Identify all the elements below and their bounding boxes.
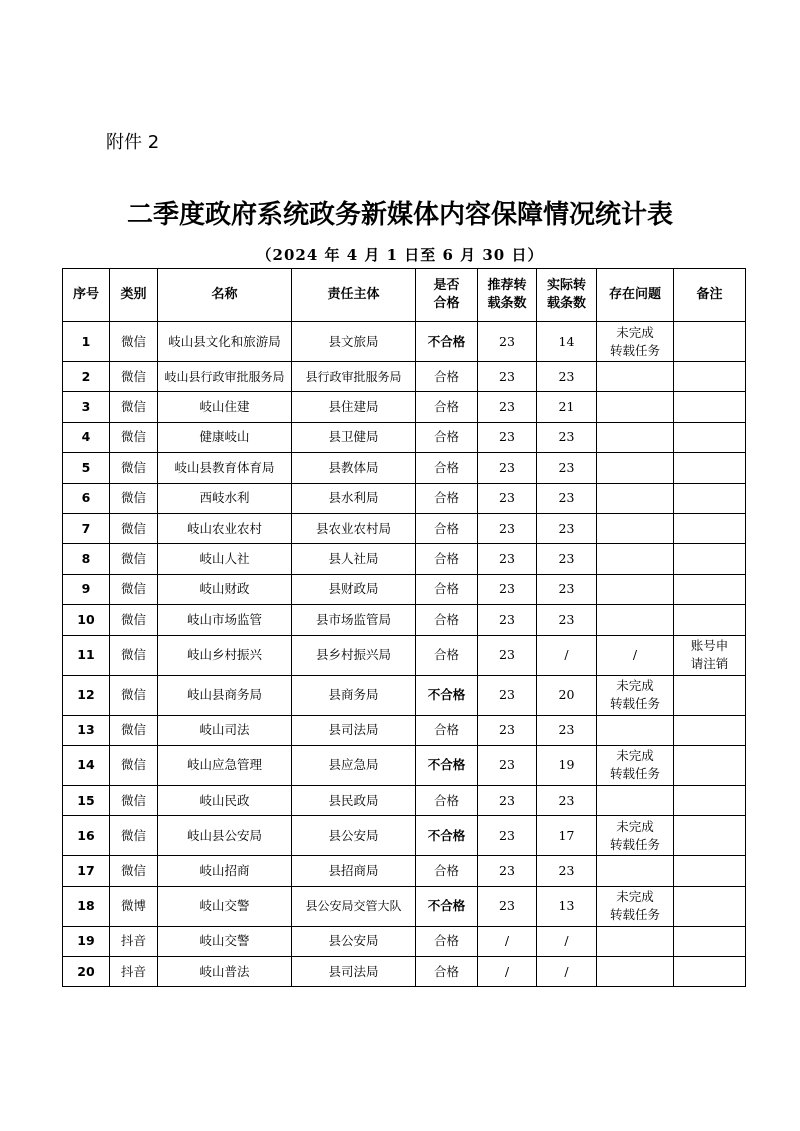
row-category-cell: 微信 [110, 574, 158, 604]
row-issue-cell: 未完成 转载任务 [597, 745, 674, 785]
row-category-cell: 微信 [110, 635, 158, 675]
row-seq-cell: 7 [63, 513, 110, 543]
row-seq-cell: 2 [63, 362, 110, 392]
row-name-cell: 岐山乡村振兴 [158, 635, 292, 675]
row-seq-cell: 15 [63, 785, 110, 815]
table-row [63, 675, 746, 715]
row-recommended-cell: 23 [478, 605, 537, 635]
row-recommended-cell: 23 [478, 483, 537, 513]
row-name-cell: 岐山人社 [158, 544, 292, 574]
row-recommended-cell: 23 [478, 513, 537, 543]
row-note-cell [674, 483, 746, 513]
row-category-cell: 微信 [110, 785, 158, 815]
row-actual-cell: 13 [537, 886, 597, 926]
row-name-cell: 岐山交警 [158, 926, 292, 956]
row-recommended-cell: 23 [478, 322, 537, 362]
row-recommended-cell: 23 [478, 816, 537, 856]
row-actual-cell: 23 [537, 453, 597, 483]
row-actual-cell: 19 [537, 745, 597, 785]
row-name-cell: 岐山普法 [158, 957, 292, 987]
row-owner-cell: 县商务局 [292, 675, 416, 715]
table-row [63, 635, 746, 675]
row-recommended-cell: 23 [478, 675, 537, 715]
row-actual-cell: 23 [537, 513, 597, 543]
row-qualified-cell: 不合格 [416, 886, 478, 926]
row-recommended-cell: 23 [478, 422, 537, 452]
table-row [63, 816, 746, 856]
row-name-cell: 岐山民政 [158, 785, 292, 815]
row-name-cell: 健康岐山 [158, 422, 292, 452]
row-qualified-cell: 合格 [416, 422, 478, 452]
row-owner-cell: 县住建局 [292, 392, 416, 422]
row-owner-cell: 县公安局 [292, 926, 416, 956]
row-name-cell: 岐山县教育体育局 [158, 453, 292, 483]
row-owner-cell: 县乡村振兴局 [292, 635, 416, 675]
row-name-cell: 岐山县行政审批服务局 [158, 362, 292, 392]
header-actual: 实际转 载条数 [537, 269, 597, 322]
row-qualified-cell: 合格 [416, 362, 478, 392]
row-qualified-cell: 合格 [416, 392, 478, 422]
row-qualified-cell: 合格 [416, 574, 478, 604]
table-row [63, 715, 746, 745]
table-row [63, 745, 746, 785]
row-seq-cell: 1 [63, 322, 110, 362]
row-name-cell: 岐山招商 [158, 856, 292, 886]
row-name-cell: 岐山住建 [158, 392, 292, 422]
row-qualified-cell: 不合格 [416, 745, 478, 785]
row-owner-cell: 县文旅局 [292, 322, 416, 362]
row-note-cell [674, 605, 746, 635]
row-qualified-cell: 合格 [416, 785, 478, 815]
row-recommended-cell: / [478, 957, 537, 987]
row-issue-cell [597, 453, 674, 483]
row-qualified-cell: 合格 [416, 544, 478, 574]
row-seq-cell: 18 [63, 886, 110, 926]
row-owner-cell: 县行政审批服务局 [292, 362, 416, 392]
row-seq-cell: 19 [63, 926, 110, 956]
row-category-cell: 微博 [110, 886, 158, 926]
document-title: 二季度政府系统政务新媒体内容保障情况统计表 [126, 200, 673, 230]
row-issue-cell: / [597, 635, 674, 675]
row-category-cell: 微信 [110, 513, 158, 543]
row-actual-cell: 20 [537, 675, 597, 715]
row-name-cell: 岐山农业农村 [158, 513, 292, 543]
row-note-cell [674, 392, 746, 422]
row-category-cell: 微信 [110, 392, 158, 422]
row-qualified-cell: 合格 [416, 605, 478, 635]
row-recommended-cell: 23 [478, 392, 537, 422]
row-issue-cell: 未完成 转载任务 [597, 322, 674, 362]
row-qualified-cell: 合格 [416, 453, 478, 483]
table-row [63, 957, 746, 987]
row-note-cell [674, 957, 746, 987]
row-recommended-cell: 23 [478, 715, 537, 745]
row-actual-cell: / [537, 957, 597, 987]
row-category-cell: 微信 [110, 856, 158, 886]
row-note-cell [674, 816, 746, 856]
row-owner-cell: 县水利局 [292, 483, 416, 513]
row-name-cell: 岐山县商务局 [158, 675, 292, 715]
table-row [63, 322, 746, 362]
row-owner-cell: 县司法局 [292, 715, 416, 745]
row-category-cell: 微信 [110, 816, 158, 856]
table-row [63, 856, 746, 886]
row-note-cell [674, 675, 746, 715]
row-issue-cell [597, 856, 674, 886]
table-row [63, 574, 746, 604]
date-range-subtitle: （2024 年 4 月 1 日至 6 月 30 日） [256, 246, 544, 264]
row-issue-cell [597, 483, 674, 513]
row-recommended-cell: 23 [478, 453, 537, 483]
row-category-cell: 微信 [110, 362, 158, 392]
row-owner-cell: 县农业农村局 [292, 513, 416, 543]
table-row [63, 785, 746, 815]
row-qualified-cell: 合格 [416, 856, 478, 886]
row-actual-cell: / [537, 926, 597, 956]
row-recommended-cell: 23 [478, 635, 537, 675]
attachment-label: 附件 2 [106, 132, 160, 153]
table-row [63, 392, 746, 422]
row-actual-cell: 23 [537, 785, 597, 815]
row-name-cell: 岐山司法 [158, 715, 292, 745]
row-issue-cell: 未完成 转载任务 [597, 886, 674, 926]
row-issue-cell [597, 926, 674, 956]
row-recommended-cell: 23 [478, 745, 537, 785]
row-issue-cell [597, 574, 674, 604]
table-row [63, 605, 746, 635]
row-issue-cell [597, 715, 674, 745]
row-note-cell [674, 513, 746, 543]
row-qualified-cell: 合格 [416, 635, 478, 675]
row-recommended-cell: 23 [478, 574, 537, 604]
row-note-cell [674, 856, 746, 886]
row-seq-cell: 14 [63, 745, 110, 785]
table-row [63, 886, 746, 926]
row-actual-cell: 23 [537, 544, 597, 574]
row-qualified-cell: 合格 [416, 483, 478, 513]
row-note-cell [674, 422, 746, 452]
row-qualified-cell: 合格 [416, 513, 478, 543]
row-owner-cell: 县卫健局 [292, 422, 416, 452]
row-qualified-cell: 不合格 [416, 816, 478, 856]
row-issue-cell [597, 513, 674, 543]
row-issue-cell: 未完成 转载任务 [597, 675, 674, 715]
row-owner-cell: 县司法局 [292, 957, 416, 987]
row-actual-cell: 23 [537, 422, 597, 452]
row-seq-cell: 9 [63, 574, 110, 604]
table-row [63, 544, 746, 574]
row-name-cell: 岐山县文化和旅游局 [158, 322, 292, 362]
header-issue: 存在问题 [597, 269, 674, 322]
row-note-cell [674, 362, 746, 392]
row-name-cell: 岐山财政 [158, 574, 292, 604]
row-note-cell [674, 574, 746, 604]
row-actual-cell: 23 [537, 574, 597, 604]
header-recommended: 推荐转 载条数 [478, 269, 537, 322]
row-seq-cell: 3 [63, 392, 110, 422]
row-category-cell: 微信 [110, 675, 158, 715]
row-issue-cell [597, 422, 674, 452]
row-seq-cell: 6 [63, 483, 110, 513]
row-seq-cell: 4 [63, 422, 110, 452]
row-note-cell [674, 453, 746, 483]
row-owner-cell: 县教体局 [292, 453, 416, 483]
row-category-cell: 微信 [110, 715, 158, 745]
table-header-row [63, 269, 746, 322]
row-seq-cell: 12 [63, 675, 110, 715]
row-category-cell: 微信 [110, 605, 158, 635]
row-issue-cell [597, 957, 674, 987]
row-qualified-cell: 合格 [416, 957, 478, 987]
row-qualified-cell: 合格 [416, 715, 478, 745]
table-row [63, 362, 746, 392]
row-category-cell: 抖音 [110, 926, 158, 956]
row-qualified-cell: 不合格 [416, 675, 478, 715]
row-category-cell: 微信 [110, 483, 158, 513]
row-actual-cell: 23 [537, 362, 597, 392]
row-owner-cell: 县公安局交管大队 [292, 886, 416, 926]
row-note-cell [674, 926, 746, 956]
row-seq-cell: 8 [63, 544, 110, 574]
row-category-cell: 微信 [110, 544, 158, 574]
row-actual-cell: / [537, 635, 597, 675]
row-category-cell: 微信 [110, 422, 158, 452]
row-recommended-cell: 23 [478, 785, 537, 815]
row-actual-cell: 23 [537, 856, 597, 886]
row-category-cell: 微信 [110, 745, 158, 785]
row-name-cell: 岐山应急管理 [158, 745, 292, 785]
header-owner: 责任主体 [292, 269, 416, 322]
row-name-cell: 岐山交警 [158, 886, 292, 926]
row-issue-cell [597, 605, 674, 635]
row-note-cell [674, 745, 746, 785]
row-seq-cell: 17 [63, 856, 110, 886]
table-body [63, 322, 746, 987]
row-qualified-cell: 不合格 [416, 322, 478, 362]
row-recommended-cell: 23 [478, 362, 537, 392]
row-note-cell [674, 886, 746, 926]
row-actual-cell: 23 [537, 605, 597, 635]
row-actual-cell: 14 [537, 322, 597, 362]
row-owner-cell: 县民政局 [292, 785, 416, 815]
row-owner-cell: 县人社局 [292, 544, 416, 574]
row-name-cell: 西岐水利 [158, 483, 292, 513]
row-owner-cell: 县财政局 [292, 574, 416, 604]
table-row [63, 513, 746, 543]
row-issue-cell [597, 392, 674, 422]
row-recommended-cell: 23 [478, 856, 537, 886]
row-seq-cell: 16 [63, 816, 110, 856]
header-seq: 序号 [63, 269, 110, 322]
header-category: 类别 [110, 269, 158, 322]
table-row [63, 926, 746, 956]
row-actual-cell: 17 [537, 816, 597, 856]
row-actual-cell: 23 [537, 715, 597, 745]
table-row [63, 453, 746, 483]
row-seq-cell: 11 [63, 635, 110, 675]
row-note-cell [674, 785, 746, 815]
row-qualified-cell: 合格 [416, 926, 478, 956]
row-owner-cell: 县招商局 [292, 856, 416, 886]
row-note-cell: 账号申 请注销 [674, 635, 746, 675]
header-name: 名称 [158, 269, 292, 322]
statistics-table [62, 268, 746, 987]
row-seq-cell: 13 [63, 715, 110, 745]
table-row [63, 422, 746, 452]
row-name-cell: 岐山市场监管 [158, 605, 292, 635]
row-owner-cell: 县公安局 [292, 816, 416, 856]
row-category-cell: 微信 [110, 453, 158, 483]
row-recommended-cell: / [478, 926, 537, 956]
row-owner-cell: 县应急局 [292, 745, 416, 785]
row-recommended-cell: 23 [478, 886, 537, 926]
row-actual-cell: 23 [537, 483, 597, 513]
row-category-cell: 抖音 [110, 957, 158, 987]
table-row [63, 483, 746, 513]
row-issue-cell: 未完成 转载任务 [597, 816, 674, 856]
row-note-cell [674, 715, 746, 745]
row-seq-cell: 20 [63, 957, 110, 987]
row-recommended-cell: 23 [478, 544, 537, 574]
row-issue-cell [597, 362, 674, 392]
row-issue-cell [597, 544, 674, 574]
row-actual-cell: 21 [537, 392, 597, 422]
row-note-cell [674, 322, 746, 362]
row-note-cell [674, 544, 746, 574]
row-owner-cell: 县市场监管局 [292, 605, 416, 635]
header-note: 备注 [674, 269, 746, 322]
row-seq-cell: 10 [63, 605, 110, 635]
row-seq-cell: 5 [63, 453, 110, 483]
row-category-cell: 微信 [110, 322, 158, 362]
row-issue-cell [597, 785, 674, 815]
header-qualified: 是否 合格 [416, 269, 478, 322]
row-name-cell: 岐山县公安局 [158, 816, 292, 856]
